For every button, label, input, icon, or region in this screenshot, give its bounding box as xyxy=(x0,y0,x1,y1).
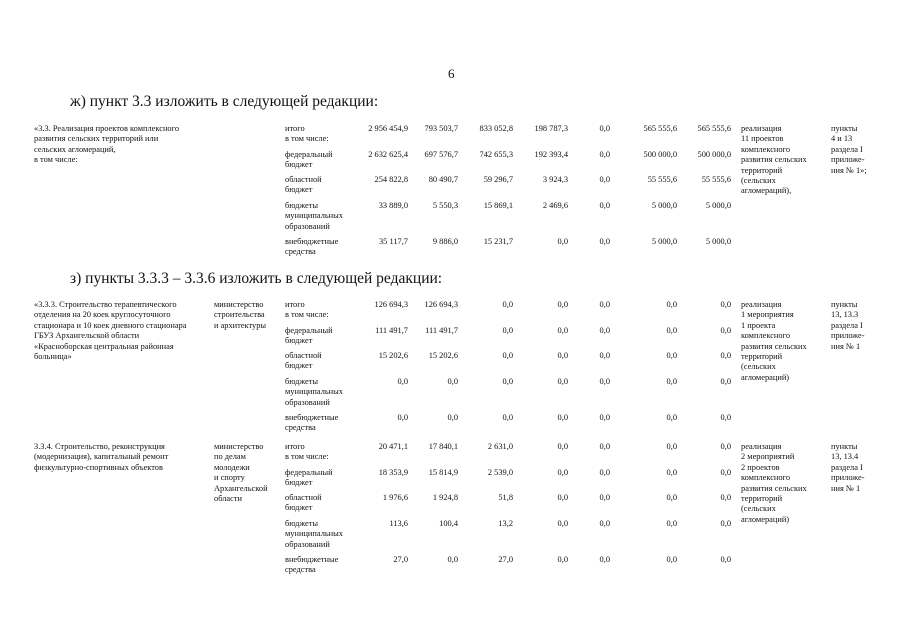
amount-cell: 59 296,7 xyxy=(483,175,513,184)
section-3-3-4 xyxy=(0,442,905,582)
amount-cell: 0,0 xyxy=(720,519,731,528)
amount-cell: 0,0 xyxy=(666,326,677,335)
amount-cell: 13,2 xyxy=(498,519,513,528)
funding-source: внебюджетные средства xyxy=(285,237,339,257)
amount-cell: 20 471,1 xyxy=(378,442,408,451)
funding-source: итого в том числе: xyxy=(285,442,329,462)
amount-cell: 0,0 xyxy=(599,175,610,184)
page-number: 6 xyxy=(448,66,455,81)
amount-cell: 0,0 xyxy=(720,413,731,422)
amount-cell: 565 555,6 xyxy=(697,124,731,133)
amount-cell: 0,0 xyxy=(447,377,458,386)
amount-cell: 0,0 xyxy=(666,351,677,360)
amount-cell: 15 202,6 xyxy=(428,351,458,360)
amount-cell: 33 889,0 xyxy=(378,201,408,210)
amount-cell: 15 869,1 xyxy=(483,201,513,210)
amount-cell: 0,0 xyxy=(557,413,568,422)
reference-link: пункты 13, 13.3 раздела I приложе- ния № 1 xyxy=(831,300,865,351)
amount-cell: 0,0 xyxy=(599,201,610,210)
amount-cell: 0,0 xyxy=(502,351,513,360)
amount-cell: 51,8 xyxy=(498,493,513,502)
responsible-executor: министерство строительства и архитектуры xyxy=(214,300,267,330)
amount-cell: 0,0 xyxy=(720,377,731,386)
funding-source: федеральный бюджет xyxy=(285,150,333,170)
funding-source: итого в том числе: xyxy=(285,124,329,144)
amount-cell: 0,0 xyxy=(599,555,610,564)
amount-cell: 0,0 xyxy=(599,413,610,422)
funding-source: областной бюджет xyxy=(285,351,322,371)
amount-cell: 0,0 xyxy=(599,468,610,477)
amount-cell: 0,0 xyxy=(666,468,677,477)
amount-cell: 0,0 xyxy=(666,493,677,502)
amount-cell: 0,0 xyxy=(557,555,568,564)
amount-cell: 126 694,3 xyxy=(424,300,458,309)
amount-cell: 5 000,0 xyxy=(705,237,731,246)
amount-cell: 1 976,6 xyxy=(382,493,408,502)
amount-cell: 113,6 xyxy=(389,519,408,528)
amount-cell: 15 202,6 xyxy=(378,351,408,360)
amount-cell: 0,0 xyxy=(502,377,513,386)
amount-cell: 0,0 xyxy=(557,237,568,246)
amount-cell: 0,0 xyxy=(447,413,458,422)
amount-cell: 2 469,6 xyxy=(542,201,568,210)
amount-cell: 0,0 xyxy=(666,555,677,564)
amount-cell: 17 840,1 xyxy=(428,442,458,451)
amount-cell: 5 000,0 xyxy=(651,237,677,246)
funding-source: федеральный бюджет xyxy=(285,468,333,488)
amount-cell: 0,0 xyxy=(502,413,513,422)
amount-cell: 0,0 xyxy=(720,442,731,451)
section-3-3 xyxy=(0,124,905,264)
amount-cell: 3 924,3 xyxy=(542,175,568,184)
amount-cell: 0,0 xyxy=(720,326,731,335)
amount-cell: 0,0 xyxy=(557,442,568,451)
amount-cell: 100,4 xyxy=(439,519,458,528)
amount-cell: 0,0 xyxy=(666,300,677,309)
amount-cell: 18 353,9 xyxy=(378,468,408,477)
funding-source: внебюджетные средства xyxy=(285,555,339,575)
amount-cell: 55 555,6 xyxy=(647,175,677,184)
amount-cell: 0,0 xyxy=(557,300,568,309)
amount-cell: 742 655,3 xyxy=(479,150,513,159)
amount-cell: 0,0 xyxy=(720,555,731,564)
section-description: 3.3.4. Строительство, реконструкция (модернизация), капитальный ремонт физкультурно-спортивных объектов xyxy=(34,442,169,472)
amount-cell: 0,0 xyxy=(502,300,513,309)
amount-cell: 55 555,6 xyxy=(701,175,731,184)
amount-cell: 15 231,7 xyxy=(483,237,513,246)
amount-cell: 0,0 xyxy=(447,555,458,564)
amount-cell: 5 000,0 xyxy=(705,201,731,210)
amount-cell: 0,0 xyxy=(557,468,568,477)
amount-cell: 0,0 xyxy=(599,326,610,335)
responsible-executor: министерство по делам молодежи и спорту Архангельской области xyxy=(214,442,268,504)
amount-cell: 0,0 xyxy=(599,493,610,502)
funding-source: федеральный бюджет xyxy=(285,326,333,346)
amount-cell: 5 000,0 xyxy=(651,201,677,210)
amount-cell: 0,0 xyxy=(599,519,610,528)
amount-cell: 111 491,7 xyxy=(375,326,408,335)
amount-cell: 15 814,9 xyxy=(428,468,458,477)
amount-cell: 500 000,0 xyxy=(697,150,731,159)
amount-cell: 0,0 xyxy=(720,493,731,502)
amount-cell: 2 539,0 xyxy=(487,468,513,477)
amount-cell: 80 490,7 xyxy=(428,175,458,184)
amount-cell: 833 052,8 xyxy=(479,124,513,133)
amount-cell: 0,0 xyxy=(557,493,568,502)
amount-cell: 0,0 xyxy=(599,300,610,309)
amount-cell: 2 956 454,9 xyxy=(368,124,408,133)
funding-source: итого в том числе: xyxy=(285,300,329,320)
amount-cell: 0,0 xyxy=(666,377,677,386)
amount-cell: 1 924,8 xyxy=(432,493,458,502)
amount-cell: 0,0 xyxy=(502,326,513,335)
amount-cell: 27,0 xyxy=(498,555,513,564)
section-3-3-3 xyxy=(0,300,905,435)
funding-source: бюджеты муниципальных образований xyxy=(285,519,343,549)
amount-cell: 9 886,0 xyxy=(432,237,458,246)
reference-link: пункты 13, 13.4 раздела I приложе- ния № 1 xyxy=(831,442,865,493)
amount-cell: 0,0 xyxy=(397,377,408,386)
amount-cell: 0,0 xyxy=(599,351,610,360)
funding-source: внебюджетные средства xyxy=(285,413,339,433)
amount-cell: 0,0 xyxy=(720,300,731,309)
amount-cell: 254 822,8 xyxy=(374,175,408,184)
amount-cell: 500 000,0 xyxy=(643,150,677,159)
amount-cell: 0,0 xyxy=(666,442,677,451)
funding-source: областной бюджет xyxy=(285,493,322,513)
amount-cell: 0,0 xyxy=(397,413,408,422)
amount-cell: 2 632 625,4 xyxy=(368,150,408,159)
amount-cell: 27,0 xyxy=(393,555,408,564)
expected-result: реализация 1 мероприятия 1 проекта комплексного развития сельских территорий (сельских агломераций) xyxy=(741,300,807,382)
amount-cell: 111 491,7 xyxy=(425,326,458,335)
amount-cell: 0,0 xyxy=(599,377,610,386)
funding-source: областной бюджет xyxy=(285,175,322,195)
amount-cell: 565 555,6 xyxy=(643,124,677,133)
amount-cell: 35 117,7 xyxy=(378,237,408,246)
amount-cell: 192 393,4 xyxy=(534,150,568,159)
amount-cell: 0,0 xyxy=(599,124,610,133)
amount-cell: 0,0 xyxy=(599,237,610,246)
amount-cell: 0,0 xyxy=(599,442,610,451)
amount-cell: 2 631,0 xyxy=(487,442,513,451)
section-description: «3.3.3. Строительство терапевтического отделения на 20 коек круглосуточного стационара и 10 коек дневного стационара ГБУЗ Архангельской области «Красноборская центральная районная больница» xyxy=(34,300,187,362)
reference-link: пункты 4 и 13 раздела I приложе- ния № 1»; xyxy=(831,124,867,175)
amount-cell: 0,0 xyxy=(666,519,677,528)
funding-source: бюджеты муниципальных образований xyxy=(285,377,343,407)
amount-cell: 0,0 xyxy=(599,150,610,159)
amount-cell: 198 787,3 xyxy=(534,124,568,133)
heading-z: з) пункты 3.3.3 – 3.3.6 изложить в следующей редакции: xyxy=(70,270,443,287)
amount-cell: 0,0 xyxy=(666,413,677,422)
amount-cell: 0,0 xyxy=(557,377,568,386)
amount-cell: 126 694,3 xyxy=(374,300,408,309)
amount-cell: 0,0 xyxy=(720,468,731,477)
section-description: «3.3. Реализация проектов комплексного развития сельских территорий или сельских агломераций, в том числе: xyxy=(34,124,180,165)
funding-source: бюджеты муниципальных образований xyxy=(285,201,343,231)
amount-cell: 5 550,3 xyxy=(432,201,458,210)
amount-cell: 793 503,7 xyxy=(424,124,458,133)
expected-result: реализация 11 проектов комплексного развития сельских территорий (сельских агломераций), xyxy=(741,124,807,196)
amount-cell: 0,0 xyxy=(557,351,568,360)
heading-zh: ж) пункт 3.3 изложить в следующей редакции: xyxy=(70,93,379,110)
amount-cell: 0,0 xyxy=(557,519,568,528)
expected-result: реализация 2 мероприятий 2 проектов комплексного развития сельских территорий (сельских агломераций) xyxy=(741,442,807,524)
amount-cell: 0,0 xyxy=(557,326,568,335)
amount-cell: 0,0 xyxy=(720,351,731,360)
amount-cell: 697 576,7 xyxy=(424,150,458,159)
